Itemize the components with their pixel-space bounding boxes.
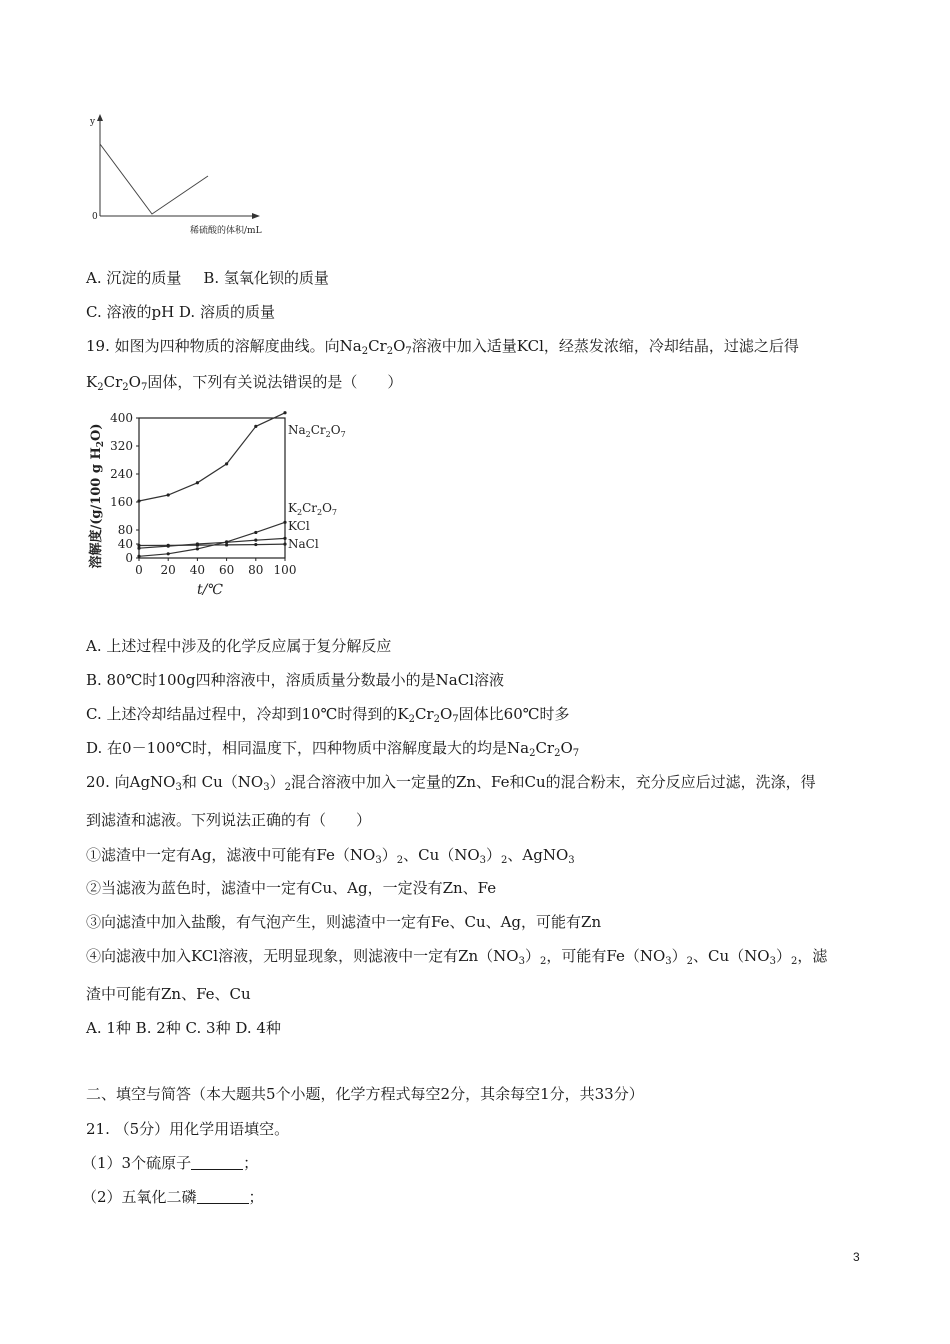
q20-statement-2: ②当滤液为蓝色时，滤渣中一定有Cu、Ag，一定没有Zn、Fe: [86, 879, 497, 897]
series-label-Na2Cr2O7: $Na_2Cr_2O_7$: [288, 423, 346, 439]
data-point-Na2Cr2O7: [283, 411, 286, 414]
chart1-x-label: 稀硫酸的体积/mL: [190, 226, 262, 236]
q21-item-1: （1）3个硫原子 ；: [82, 1154, 259, 1172]
data-point-KCl: [283, 537, 286, 540]
series-line-NaCl: [139, 544, 285, 545]
y-axis-arrow: [97, 114, 103, 121]
q18-option-a: A. 沉淀的质量: [86, 269, 182, 287]
x-tick-label: 100: [273, 563, 297, 577]
chart1-curve: [100, 144, 208, 214]
q20-statement-3: ③向滤渣中加入盐酸，有气泡产生，则滤渣中一定有Fe、Cu、Ag，可能有Zn: [86, 913, 602, 931]
y-tick-label: 80: [117, 523, 133, 537]
data-point-NaCl: [254, 543, 257, 546]
chart1-origin-label: 0: [92, 212, 98, 222]
q20-stem-line1: 20. 向AgNO$_3$和 $Cu(NO_3)_2$混合溶液中加入一定量的Zn、Fe和Cu的混合粉末，充分反应后过滤，洗涤，得: [86, 773, 816, 793]
data-point-Na2Cr2O7: [254, 425, 257, 428]
series-label-K2Cr2O7: $K_2Cr_2O_7$: [288, 501, 338, 517]
answer-blank-1[interactable]: [191, 1155, 243, 1170]
q19-option-c: C. 上述冷却结晶过程中，冷却到10℃时得到的$K_2Cr_2O_7$固体比60℃时多: [86, 705, 570, 725]
data-point-NaCl: [196, 544, 199, 547]
x-tick-label: 80: [248, 563, 264, 577]
y-tick-label: 0: [125, 551, 133, 565]
solubility-chart: [86, 404, 366, 604]
y-tick-label: 320: [110, 439, 133, 453]
x-axis-arrow: [252, 213, 260, 219]
data-point-K2Cr2O7: [137, 555, 140, 558]
q20-statement-4-continued: 渣中可能有Zn、Fe、Cu: [86, 985, 251, 1003]
series-line-Na2Cr2O7: [139, 413, 285, 501]
series-label-NaCl: NaCl: [288, 537, 319, 551]
series-line-KCl: [139, 538, 285, 548]
data-point-K2Cr2O7: [283, 521, 286, 524]
x-tick-label: 40: [189, 563, 206, 577]
data-point-K2Cr2O7: [167, 552, 170, 555]
x-tick-label: 0: [135, 563, 143, 577]
q19-option-d: D. 在0－100℃时，相同温度下，四种物质中溶解度最大的均是$Na_2Cr_2O_7$: [86, 739, 580, 759]
chart-acid-volume: [86, 112, 286, 240]
q20-options: A. 1种 B. 2种 C. 3种 D. 4种: [86, 1019, 281, 1037]
q21-item-2: （2）五氧化二磷 ；: [82, 1188, 264, 1206]
q20-statement-1: ①滤渣中一定有Ag，滤液中可能有$Fe(NO_3)_2$、$Cu(NO_3)_2$、AgNO$_3$: [86, 846, 575, 866]
q19-option-b: B. 80℃时100g四种溶液中，溶质质量分数最小的是NaCl溶液: [86, 671, 505, 689]
q18-option-b: B. 氢氧化钡的质量: [203, 269, 329, 287]
q19-stem-line1: 19. 如图为四种物质的溶解度曲线。向$Na_2Cr_2O_7$溶液中加入适量KCl，经蒸发浓缩，冷却结晶，过滤之后得: [86, 337, 799, 357]
data-point-Na2Cr2O7: [196, 481, 199, 484]
data-point-Na2Cr2O7: [225, 462, 228, 465]
data-point-NaCl: [283, 542, 286, 545]
q21-stem: 21. （5分）用化学用语填空。: [86, 1120, 290, 1138]
data-point-K2Cr2O7: [254, 531, 257, 534]
answer-blank-2[interactable]: [197, 1189, 249, 1204]
y-tick-label: 400: [110, 411, 133, 425]
series-label-KCl: KCl: [288, 519, 310, 533]
q20-stem-line2: 到滤渣和滤液。下列说法正确的有（ ）: [86, 811, 372, 829]
data-point-K2Cr2O7: [196, 547, 199, 550]
data-point-NaCl: [137, 544, 140, 547]
q19-stem-line2: $K_2Cr_2O_7$固体，下列有关说法错误的是（ ）: [86, 373, 403, 393]
data-point-NaCl: [225, 543, 228, 546]
q18-options-line1: [86, 268, 329, 288]
x-tick-label: 60: [218, 563, 235, 577]
solubility-y-axis-label: 溶解度/(g/100 g $H_2O$): [89, 423, 106, 569]
x-tick-label: 20: [160, 563, 176, 577]
q20-statement-4: ④向滤液中加入KCl溶液，无明显现象，则滤液中一定有$Zn(NO_3)_2$，可能有$Fe(NO_3)_2$、$Cu(NO_3)_2$，滤: [86, 947, 828, 967]
y-tick-label: 160: [110, 495, 133, 509]
section2-heading: 二、填空与简答（本大题共5个小题，化学方程式每空2分，其余每空1分，共33分）: [86, 1085, 644, 1103]
data-point-NaCl: [167, 544, 170, 547]
data-point-Na2Cr2O7: [137, 499, 140, 502]
q19-option-a: A. 上述过程中涉及的化学反应属于复分解反应: [86, 637, 392, 655]
solubility-x-axis-label: t/℃: [196, 582, 224, 598]
page-number: 3: [853, 1250, 860, 1264]
chart1-y-label: y: [90, 117, 96, 127]
q18-options-line2: C. 溶液的pH D. 溶质的质量: [86, 303, 275, 321]
y-tick-label: 40: [117, 537, 133, 551]
data-point-Na2Cr2O7: [167, 493, 170, 496]
plot-frame: [139, 418, 285, 558]
data-point-KCl: [254, 539, 257, 542]
y-tick-label: 240: [110, 467, 133, 481]
